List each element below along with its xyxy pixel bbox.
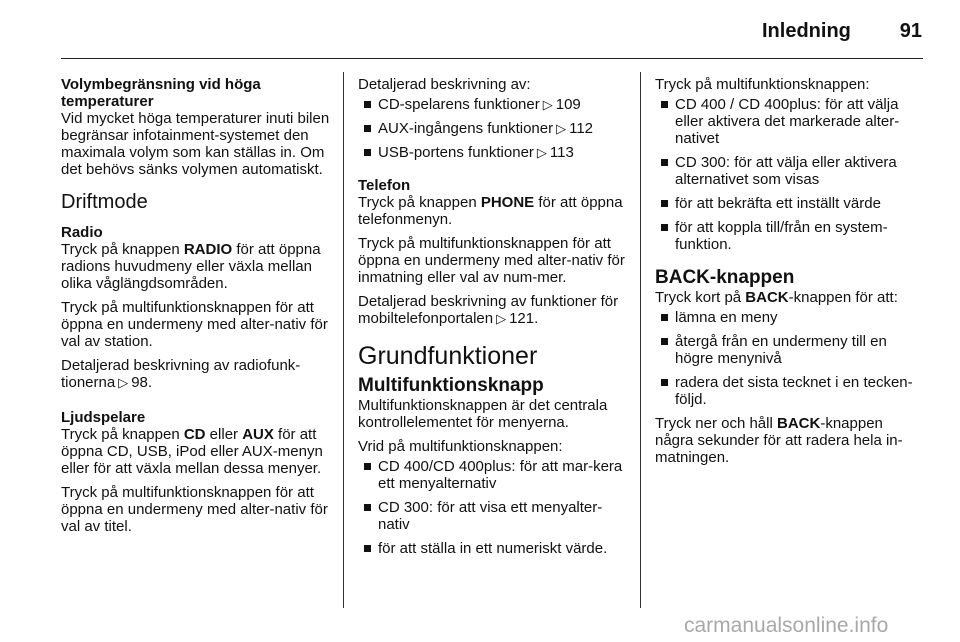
list-item-text: CD 300: för att välja eller aktivera alternativet som visas xyxy=(675,154,897,188)
bullet-icon xyxy=(661,224,668,231)
text: Tryck på knappen xyxy=(61,426,184,443)
bullet-icon xyxy=(661,159,668,166)
key-aux: AUX xyxy=(242,426,274,443)
list-item xyxy=(655,96,923,147)
key-phone: PHONE xyxy=(480,194,535,211)
paragraph-tel-1 xyxy=(358,194,626,228)
subheading-radio: Radio xyxy=(61,224,103,241)
text: eller xyxy=(205,426,243,443)
list-item xyxy=(655,154,923,188)
text: Detaljerad beskrivning av funktioner för mobiltelefonportalen xyxy=(358,293,619,327)
page-ref[interactable]: 112 xyxy=(569,120,594,137)
paragraph-back-1 xyxy=(655,289,923,306)
paragraph-volume-limit: Vid mycket höga temperaturer inuti bilen begränsar infotainment-systemet den maximala volym som kan ställas in. Om det behövs sänks volymen automatiskt. xyxy=(61,110,330,178)
bullet-icon xyxy=(364,463,371,470)
back-list xyxy=(655,309,923,408)
list-item-text: radera det sista tecknet i en tecken-följd. xyxy=(675,374,913,408)
list-item xyxy=(655,309,923,326)
heading-grundfunktioner: Grundfunktioner xyxy=(358,342,538,370)
paragraph-radio-1 xyxy=(61,241,331,292)
text: för att öppna telefonmenyn. xyxy=(358,194,623,228)
header-rule xyxy=(61,58,923,59)
section-title-volume-limit: Volymbegränsning vid höga temperaturer xyxy=(61,76,261,110)
text: Tryck kort på xyxy=(655,289,746,306)
page-header xyxy=(0,0,960,62)
list-item xyxy=(655,374,923,408)
column-3 xyxy=(655,76,923,473)
subheading-ljudspelare: Ljudspelare xyxy=(61,409,146,426)
text: -knappen några sekunder för att radera hela in-matningen. xyxy=(655,415,903,466)
list-item xyxy=(358,499,626,533)
column-divider-2 xyxy=(640,72,641,608)
list-item-text: för att ställa in ett numeriskt värde. xyxy=(378,540,608,557)
list-item xyxy=(358,96,626,113)
list-item-text: CD 400 / CD 400plus: för att välja eller aktivera det markerade alter-nativet xyxy=(675,96,900,147)
text: Tryck ner och håll xyxy=(655,415,777,432)
list-item xyxy=(358,144,626,161)
detail-list xyxy=(358,96,626,161)
paragraph-radio-3 xyxy=(61,357,331,391)
paragraph-multi-2: Vrid på multifunktionsknappen: xyxy=(358,438,563,455)
page-ref[interactable]: 98. xyxy=(131,374,153,391)
watermark: carmanualsonline.info xyxy=(684,614,889,637)
page-ref-icon: ▷ xyxy=(118,375,129,390)
bullet-icon xyxy=(364,125,371,132)
paragraph-press-intro: Tryck på multifunktionsknappen: xyxy=(655,76,870,93)
text: Tryck på knappen xyxy=(358,194,481,211)
paragraph-detail-intro: Detaljerad beskrivning av: xyxy=(358,76,531,93)
list-item-text: för att bekräfta ett inställt värde xyxy=(675,195,881,212)
bullet-icon xyxy=(364,504,371,511)
bullet-icon xyxy=(661,379,668,386)
column-1 xyxy=(61,76,331,542)
list-item-text: CD-spelarens funktioner xyxy=(378,96,540,113)
rotate-list xyxy=(358,458,626,557)
list-item xyxy=(655,219,923,253)
paragraph-tel-3 xyxy=(358,293,626,327)
page-ref-icon: ▷ xyxy=(542,97,553,112)
list-item-text: CD 400/CD 400plus: för att mar-kera ett menyalternativ xyxy=(378,458,623,492)
list-item-text: AUX-ingångens funktioner xyxy=(378,120,554,137)
subheading-multifunktionsknapp: Multifunktionsknapp xyxy=(358,375,544,396)
heading-driftmode: Driftmode xyxy=(61,191,148,213)
key-back: BACK xyxy=(745,289,789,306)
list-item xyxy=(655,195,923,212)
page-ref-icon: ▷ xyxy=(496,311,507,326)
paragraph-ljud-2: Tryck på multifunktionsknappen för att öppna en undermeny med alter-nativ för val av titel. xyxy=(61,484,328,535)
bullet-icon xyxy=(364,545,371,552)
page-ref[interactable]: 109 xyxy=(555,96,581,113)
bullet-icon xyxy=(364,101,371,108)
paragraph-back-2 xyxy=(655,415,923,466)
bullet-icon xyxy=(661,101,668,108)
list-item xyxy=(655,333,923,367)
paragraph-tel-2: Tryck på multifunktionsknappen för att öppna en undermeny med alter-nativ för inmatning eller val av num-mer. xyxy=(358,235,625,286)
list-item xyxy=(358,120,626,137)
page-ref[interactable]: 121. xyxy=(509,310,539,327)
list-item-text: USB-portens funktioner xyxy=(378,144,534,161)
press-list xyxy=(655,96,923,253)
key-back: BACK xyxy=(777,415,821,432)
key-cd: CD xyxy=(183,426,206,443)
list-item xyxy=(358,458,626,492)
page-number: 91 xyxy=(899,20,922,42)
list-item xyxy=(358,540,626,557)
list-item-text: lämna en meny xyxy=(675,309,778,326)
paragraph-radio-2: Tryck på multifunktionsknappen för att öppna en undermeny med alter-nativ för val av station. xyxy=(61,299,328,350)
list-item-text: återgå från en undermeny till en högre menynivå xyxy=(675,333,887,367)
subheading-back-knappen: BACK-knappen xyxy=(655,267,795,288)
paragraph-ljud-1 xyxy=(61,426,331,477)
subheading-telefon: Telefon xyxy=(358,177,411,194)
column-divider-1 xyxy=(343,72,344,608)
list-item-text: för att koppla till/från en system-funktion. xyxy=(675,219,888,253)
text: för att öppna radions huvudmeny eller växla mellan olika våglängdsområden. xyxy=(61,241,321,292)
text: för att öppna CD, USB, iPod eller AUX-menyn eller för att växla mellan dessa menyer. xyxy=(61,426,323,477)
list-item-text: CD 300: för att visa ett menyalter-nativ xyxy=(378,499,603,533)
page-title: Inledning xyxy=(762,20,851,42)
column-2 xyxy=(358,76,626,564)
bullet-icon xyxy=(364,149,371,156)
text: Detaljerad beskrivning av radiofunk-tionerna xyxy=(61,357,301,391)
bullet-icon xyxy=(661,200,668,207)
paragraph-multi-1: Multifunktionsknappen är det centrala kontrollelementet för menyerna. xyxy=(358,397,608,431)
key-radio: RADIO xyxy=(183,241,233,258)
bullet-icon xyxy=(661,338,668,345)
text: -knappen för att: xyxy=(788,289,898,306)
text: Tryck på knappen xyxy=(61,241,184,258)
page-ref[interactable]: 113 xyxy=(549,144,574,161)
bullet-icon xyxy=(661,314,668,321)
page-ref-icon: ▷ xyxy=(556,121,567,136)
page-ref-icon: ▷ xyxy=(536,145,547,160)
